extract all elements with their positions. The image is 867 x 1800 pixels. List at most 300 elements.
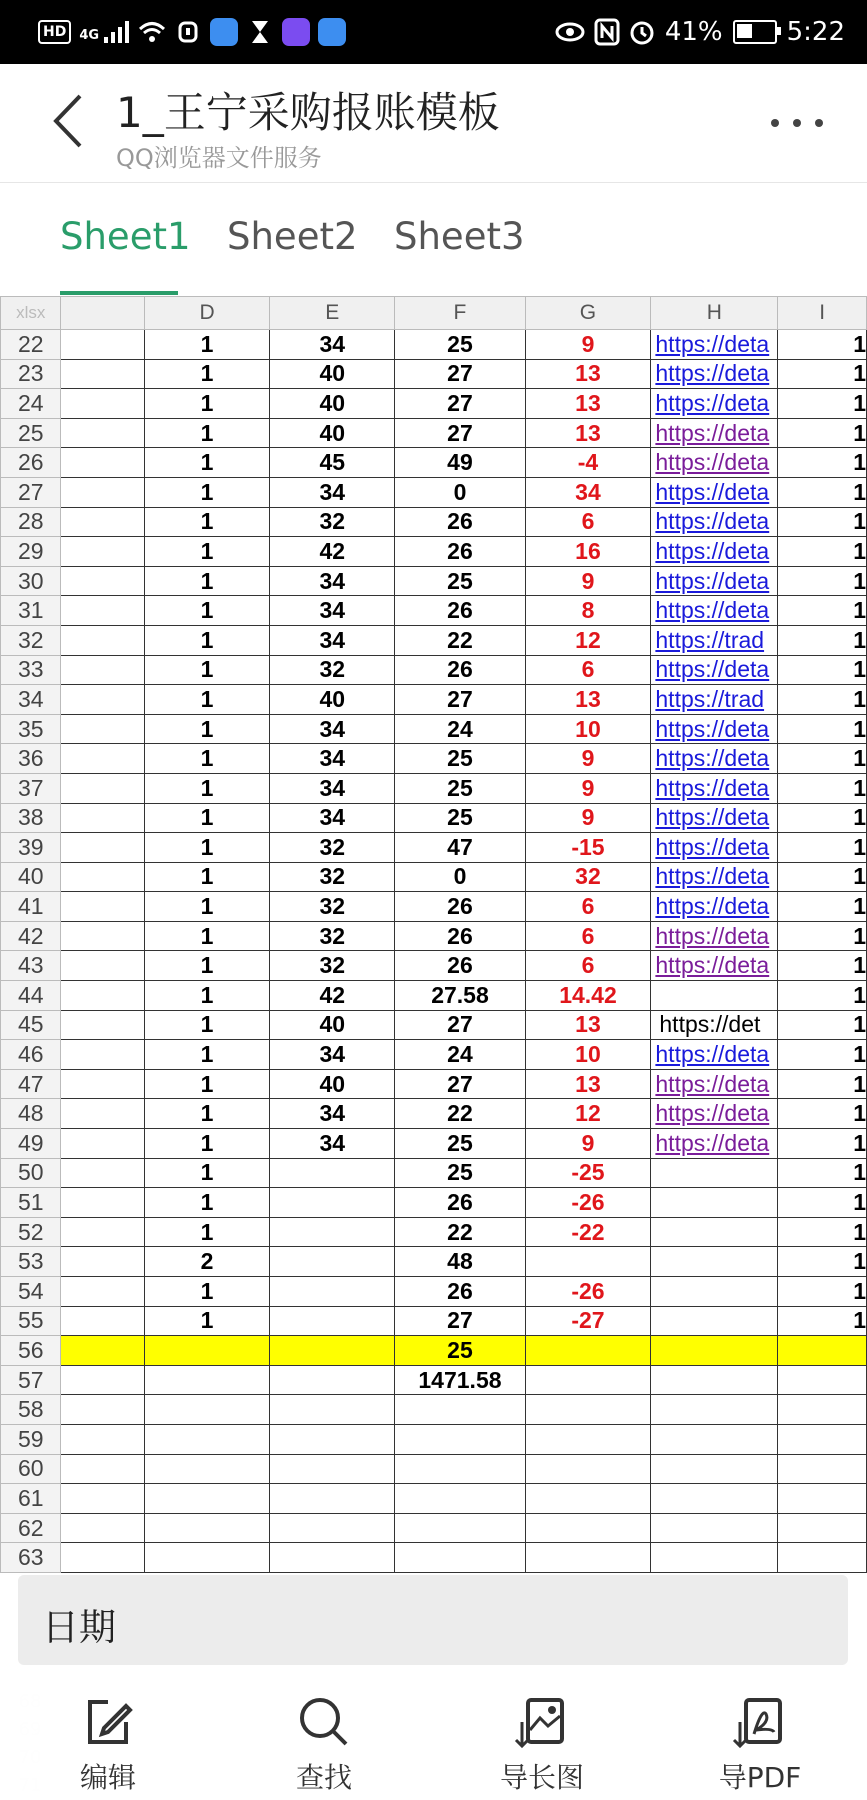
cell-e[interactable]: 32 [270, 862, 395, 892]
cell-h[interactable] [651, 1543, 778, 1573]
cell-f[interactable]: 47 [395, 833, 525, 863]
cell-i[interactable]: 1 [778, 1129, 867, 1159]
export-long-image-button[interactable] [472, 1694, 612, 1800]
cell-d[interactable]: 1 [145, 714, 270, 744]
cell-e[interactable]: 40 [270, 1010, 395, 1040]
row-number[interactable]: 61 [1, 1484, 61, 1514]
cell-i[interactable]: 1 [778, 773, 867, 803]
cell-g[interactable] [525, 1424, 651, 1454]
cell-f[interactable]: 25 [395, 803, 525, 833]
cell-c[interactable] [61, 1454, 145, 1484]
cell-d[interactable]: 1 [145, 833, 270, 863]
cell-h[interactable]: https://deta [651, 507, 778, 537]
cell-c[interactable] [61, 625, 145, 655]
cell-h[interactable] [651, 1424, 778, 1454]
cell-e[interactable] [270, 1336, 395, 1366]
cell-c[interactable] [61, 1484, 145, 1514]
cell-i[interactable] [778, 1365, 867, 1395]
cell-h[interactable] [651, 1454, 778, 1484]
cell-h[interactable]: https://deta [651, 921, 778, 951]
cell-e[interactable] [270, 1306, 395, 1336]
cell-g[interactable]: 9 [525, 330, 651, 360]
cell-g[interactable]: 6 [525, 655, 651, 685]
cell-e[interactable]: 45 [270, 448, 395, 478]
cell-d[interactable]: 1 [145, 330, 270, 360]
cell-c[interactable] [61, 981, 145, 1011]
cell-e[interactable] [270, 1543, 395, 1573]
cell-c[interactable] [61, 330, 145, 360]
cell-i[interactable] [778, 1424, 867, 1454]
cell-e[interactable]: 34 [270, 477, 395, 507]
cell-f[interactable]: 26 [395, 596, 525, 626]
cell-h[interactable]: https://trad [651, 625, 778, 655]
cell-e[interactable] [270, 1424, 395, 1454]
cell-i[interactable]: 1 [778, 1069, 867, 1099]
cell-h[interactable]: https://deta [651, 418, 778, 448]
cell-i[interactable]: 1 [778, 655, 867, 685]
column-header-h[interactable]: H [651, 297, 778, 330]
cell-g[interactable]: 13 [525, 1010, 651, 1040]
cell-i[interactable] [778, 1513, 867, 1543]
cell-h[interactable]: https://deta [651, 1129, 778, 1159]
cell-i[interactable]: 1 [778, 596, 867, 626]
cell-f[interactable]: 1471.58 [395, 1365, 525, 1395]
row-number[interactable]: 49 [1, 1129, 61, 1159]
row-number[interactable]: 34 [1, 685, 61, 715]
cell-h[interactable]: https://deta [651, 744, 778, 774]
cell-f[interactable]: 25 [395, 1129, 525, 1159]
row-number[interactable]: 57 [1, 1365, 61, 1395]
cell-h[interactable] [651, 1365, 778, 1395]
cell-c[interactable] [61, 418, 145, 448]
cell-f[interactable]: 25 [395, 773, 525, 803]
cell-f[interactable] [395, 1513, 525, 1543]
cell-h[interactable]: https://deta [651, 803, 778, 833]
cell-g[interactable]: 13 [525, 389, 651, 419]
cell-g[interactable]: 6 [525, 892, 651, 922]
cell-c[interactable] [61, 685, 145, 715]
cell-e[interactable]: 34 [270, 1040, 395, 1070]
cell-e[interactable]: 34 [270, 566, 395, 596]
row-number[interactable]: 55 [1, 1306, 61, 1336]
row-number[interactable]: 43 [1, 951, 61, 981]
cell-h[interactable]: https://deta [651, 833, 778, 863]
cell-i[interactable]: 1 [778, 1188, 867, 1218]
cell-f[interactable]: 26 [395, 1188, 525, 1218]
cell-h[interactable]: https://deta [651, 537, 778, 567]
cell-d[interactable]: 1 [145, 981, 270, 1011]
cell-i[interactable]: 1 [778, 892, 867, 922]
cell-c[interactable] [61, 1188, 145, 1218]
column-header-g[interactable]: G [525, 297, 651, 330]
cell-h[interactable]: https://deta [651, 1099, 778, 1129]
cell-c[interactable] [61, 1336, 145, 1366]
row-number[interactable]: 48 [1, 1099, 61, 1129]
cell-h[interactable]: https://deta [651, 714, 778, 744]
cell-h[interactable]: https://deta [651, 330, 778, 360]
cell-e[interactable]: 34 [270, 1099, 395, 1129]
cell-g[interactable]: 13 [525, 359, 651, 389]
cell-g[interactable]: 10 [525, 714, 651, 744]
column-header-i[interactable]: I [778, 297, 867, 330]
row-number[interactable]: 62 [1, 1513, 61, 1543]
cell-d[interactable] [145, 1336, 270, 1366]
cell-f[interactable]: 25 [395, 566, 525, 596]
cell-e[interactable] [270, 1277, 395, 1307]
cell-h[interactable]: https://deta [651, 862, 778, 892]
cell-e[interactable]: 40 [270, 418, 395, 448]
cell-i[interactable]: 1 [778, 685, 867, 715]
edit-button[interactable] [38, 1694, 178, 1800]
cell-c[interactable] [61, 1217, 145, 1247]
cell-d[interactable]: 1 [145, 1069, 270, 1099]
cell-c[interactable] [61, 359, 145, 389]
cell-i[interactable]: 1 [778, 448, 867, 478]
cell-f[interactable]: 0 [395, 477, 525, 507]
cell-i[interactable]: 1 [778, 359, 867, 389]
row-number[interactable]: 32 [1, 625, 61, 655]
cell-d[interactable]: 1 [145, 596, 270, 626]
row-number[interactable]: 36 [1, 744, 61, 774]
cell-d[interactable]: 1 [145, 1306, 270, 1336]
cell-g[interactable]: 9 [525, 744, 651, 774]
cell-d[interactable]: 1 [145, 1099, 270, 1129]
cell-f[interactable]: 48 [395, 1247, 525, 1277]
cell-f[interactable] [395, 1454, 525, 1484]
cell-f[interactable]: 25 [395, 1336, 525, 1366]
cell-c[interactable] [61, 1395, 145, 1425]
cell-i[interactable]: 1 [778, 625, 867, 655]
export-pdf-button[interactable] [690, 1694, 830, 1800]
column-header-d[interactable]: D [145, 297, 270, 330]
tab-sheet3[interactable]: Sheet3 [394, 215, 525, 258]
cell-f[interactable]: 27 [395, 389, 525, 419]
cell-f[interactable]: 24 [395, 714, 525, 744]
cell-g[interactable]: -27 [525, 1306, 651, 1336]
cell-c[interactable] [61, 862, 145, 892]
cell-d[interactable]: 1 [145, 655, 270, 685]
row-number[interactable]: 42 [1, 921, 61, 951]
cell-c[interactable] [61, 1277, 145, 1307]
cell-e[interactable] [270, 1513, 395, 1543]
cell-e[interactable] [270, 1395, 395, 1425]
cell-i[interactable]: 1 [778, 389, 867, 419]
cell-d[interactable]: 1 [145, 1010, 270, 1040]
cell-g[interactable]: -22 [525, 1217, 651, 1247]
column-header-f[interactable]: F [395, 297, 525, 330]
more-options-icon[interactable] [767, 108, 827, 138]
cell-d[interactable]: 1 [145, 803, 270, 833]
cell-f[interactable] [395, 1484, 525, 1514]
cell-e[interactable]: 42 [270, 981, 395, 1011]
cell-i[interactable]: 1 [778, 330, 867, 360]
cell-f[interactable]: 26 [395, 655, 525, 685]
cell-f[interactable] [395, 1424, 525, 1454]
cell-c[interactable] [61, 537, 145, 567]
cell-h[interactable] [651, 1395, 778, 1425]
cell-c[interactable] [61, 507, 145, 537]
cell-e[interactable] [270, 1484, 395, 1514]
cell-h[interactable]: https://det [651, 1010, 778, 1040]
cell-c[interactable] [61, 1306, 145, 1336]
cell-c[interactable] [61, 1247, 145, 1277]
row-number[interactable]: 25 [1, 418, 61, 448]
cell-i[interactable]: 1 [778, 507, 867, 537]
cell-c[interactable] [61, 803, 145, 833]
cell-i[interactable]: 1 [778, 1247, 867, 1277]
cell-f[interactable]: 22 [395, 625, 525, 655]
cell-e[interactable] [270, 1454, 395, 1484]
row-number[interactable]: 50 [1, 1158, 61, 1188]
cell-c[interactable] [61, 566, 145, 596]
tab-sheet1[interactable]: Sheet1 [60, 215, 191, 258]
cell-d[interactable]: 1 [145, 951, 270, 981]
cell-g[interactable] [525, 1247, 651, 1277]
cell-e[interactable]: 34 [270, 625, 395, 655]
cell-d[interactable] [145, 1395, 270, 1425]
cell-g[interactable]: 10 [525, 1040, 651, 1070]
cell-f[interactable]: 25 [395, 1158, 525, 1188]
cell-c[interactable] [61, 1513, 145, 1543]
cell-c[interactable] [61, 773, 145, 803]
cell-g[interactable] [525, 1336, 651, 1366]
column-header-c[interactable] [61, 297, 145, 330]
cell-e[interactable]: 32 [270, 921, 395, 951]
cell-f[interactable]: 26 [395, 921, 525, 951]
cell-e[interactable] [270, 1217, 395, 1247]
cell-d[interactable]: 1 [145, 685, 270, 715]
cell-i[interactable]: 1 [778, 537, 867, 567]
cell-f[interactable]: 26 [395, 951, 525, 981]
cell-h[interactable]: https://deta [651, 773, 778, 803]
cell-i[interactable] [778, 1454, 867, 1484]
row-number[interactable]: 54 [1, 1277, 61, 1307]
cell-d[interactable]: 1 [145, 389, 270, 419]
row-number[interactable]: 23 [1, 359, 61, 389]
cell-d[interactable]: 1 [145, 418, 270, 448]
cell-h[interactable] [651, 981, 778, 1011]
cell-f[interactable]: 27 [395, 685, 525, 715]
cell-i[interactable]: 1 [778, 1010, 867, 1040]
cell-d[interactable] [145, 1513, 270, 1543]
cell-c[interactable] [61, 477, 145, 507]
cell-f[interactable]: 27 [395, 1306, 525, 1336]
row-number[interactable]: 63 [1, 1543, 61, 1573]
cell-e[interactable]: 32 [270, 507, 395, 537]
cell-d[interactable]: 1 [145, 862, 270, 892]
cell-g[interactable]: 34 [525, 477, 651, 507]
row-number[interactable]: 52 [1, 1217, 61, 1247]
spreadsheet-grid[interactable] [0, 296, 867, 1571]
cell-f[interactable]: 26 [395, 892, 525, 922]
back-arrow-icon[interactable] [44, 86, 94, 156]
cell-e[interactable]: 40 [270, 389, 395, 419]
row-number[interactable]: 26 [1, 448, 61, 478]
cell-c[interactable] [61, 655, 145, 685]
cell-i[interactable]: 1 [778, 714, 867, 744]
cell-e[interactable]: 34 [270, 803, 395, 833]
cell-c[interactable] [61, 1099, 145, 1129]
cell-g[interactable]: -26 [525, 1277, 651, 1307]
cell-f[interactable]: 27 [395, 359, 525, 389]
cell-c[interactable] [61, 596, 145, 626]
cell-g[interactable]: 12 [525, 1099, 651, 1129]
cell-i[interactable]: 1 [778, 951, 867, 981]
cell-d[interactable]: 1 [145, 773, 270, 803]
cell-i[interactable]: 1 [778, 981, 867, 1011]
cell-d[interactable]: 1 [145, 359, 270, 389]
cell-f[interactable]: 22 [395, 1217, 525, 1247]
row-number[interactable]: 59 [1, 1424, 61, 1454]
cell-c[interactable] [61, 1069, 145, 1099]
cell-f[interactable] [395, 1395, 525, 1425]
cell-g[interactable]: 13 [525, 685, 651, 715]
cell-h[interactable] [651, 1484, 778, 1514]
cell-d[interactable]: 2 [145, 1247, 270, 1277]
cell-g[interactable] [525, 1365, 651, 1395]
cell-g[interactable]: 9 [525, 1129, 651, 1159]
cell-h[interactable] [651, 1277, 778, 1307]
cell-c[interactable] [61, 714, 145, 744]
cell-c[interactable] [61, 833, 145, 863]
cell-c[interactable] [61, 1424, 145, 1454]
cell-h[interactable]: https://deta [651, 596, 778, 626]
cell-e[interactable] [270, 1247, 395, 1277]
cell-e[interactable]: 34 [270, 1129, 395, 1159]
cell-f[interactable]: 25 [395, 330, 525, 360]
cell-e[interactable]: 34 [270, 714, 395, 744]
cell-e[interactable]: 32 [270, 951, 395, 981]
cell-d[interactable] [145, 1454, 270, 1484]
cell-f[interactable]: 27 [395, 418, 525, 448]
cell-i[interactable]: 1 [778, 744, 867, 774]
cell-f[interactable]: 27.58 [395, 981, 525, 1011]
cell-i[interactable]: 1 [778, 1158, 867, 1188]
cell-d[interactable]: 1 [145, 1129, 270, 1159]
sheet-table[interactable] [0, 296, 867, 1573]
cell-f[interactable]: 26 [395, 537, 525, 567]
cell-d[interactable] [145, 1365, 270, 1395]
cell-g[interactable]: 32 [525, 862, 651, 892]
cell-i[interactable]: 1 [778, 803, 867, 833]
row-number[interactable]: 28 [1, 507, 61, 537]
row-number[interactable]: 27 [1, 477, 61, 507]
cell-f[interactable]: 26 [395, 507, 525, 537]
cell-h[interactable]: https://deta [651, 1069, 778, 1099]
cell-h[interactable]: https://deta [651, 655, 778, 685]
row-number[interactable]: 37 [1, 773, 61, 803]
cell-i[interactable]: 1 [778, 1040, 867, 1070]
cell-d[interactable]: 1 [145, 744, 270, 774]
row-number[interactable]: 44 [1, 981, 61, 1011]
cell-d[interactable] [145, 1543, 270, 1573]
cell-f[interactable]: 25 [395, 744, 525, 774]
cell-g[interactable]: -15 [525, 833, 651, 863]
cell-c[interactable] [61, 1040, 145, 1070]
cell-d[interactable] [145, 1484, 270, 1514]
cell-i[interactable] [778, 1543, 867, 1573]
cell-h[interactable]: https://deta [651, 448, 778, 478]
cell-h[interactable]: https://deta [651, 359, 778, 389]
cell-h[interactable] [651, 1513, 778, 1543]
cell-d[interactable]: 1 [145, 448, 270, 478]
cell-c[interactable] [61, 1129, 145, 1159]
cell-e[interactable]: 40 [270, 1069, 395, 1099]
cell-e[interactable]: 42 [270, 537, 395, 567]
cell-g[interactable]: 6 [525, 507, 651, 537]
cell-i[interactable]: 1 [778, 1306, 867, 1336]
cell-d[interactable]: 1 [145, 537, 270, 567]
cell-d[interactable]: 1 [145, 1277, 270, 1307]
cell-e[interactable]: 34 [270, 596, 395, 626]
cell-i[interactable]: 1 [778, 1217, 867, 1247]
row-number[interactable]: 47 [1, 1069, 61, 1099]
cell-i[interactable]: 1 [778, 921, 867, 951]
cell-f[interactable]: 27 [395, 1069, 525, 1099]
cell-h[interactable]: https://deta [651, 892, 778, 922]
cell-h[interactable] [651, 1158, 778, 1188]
cell-d[interactable]: 1 [145, 625, 270, 655]
cell-g[interactable]: 8 [525, 596, 651, 626]
cell-d[interactable]: 1 [145, 1188, 270, 1218]
cell-f[interactable]: 0 [395, 862, 525, 892]
cell-g[interactable]: 13 [525, 418, 651, 448]
cell-f[interactable]: 26 [395, 1277, 525, 1307]
row-number[interactable]: 22 [1, 330, 61, 360]
cell-i[interactable]: 1 [778, 566, 867, 596]
cell-g[interactable] [525, 1543, 651, 1573]
cell-e[interactable]: 40 [270, 685, 395, 715]
cell-h[interactable] [651, 1188, 778, 1218]
cell-i[interactable]: 1 [778, 418, 867, 448]
cell-d[interactable]: 1 [145, 921, 270, 951]
cell-f[interactable] [395, 1543, 525, 1573]
cell-c[interactable] [61, 389, 145, 419]
cell-e[interactable] [270, 1365, 395, 1395]
row-number[interactable]: 45 [1, 1010, 61, 1040]
cell-g[interactable]: 9 [525, 566, 651, 596]
row-number[interactable]: 60 [1, 1454, 61, 1484]
cell-h[interactable] [651, 1247, 778, 1277]
cell-g[interactable]: -25 [525, 1158, 651, 1188]
cell-h[interactable]: https://deta [651, 477, 778, 507]
cell-i[interactable]: 1 [778, 833, 867, 863]
cell-i[interactable] [778, 1484, 867, 1514]
cell-f[interactable]: 27 [395, 1010, 525, 1040]
cell-d[interactable]: 1 [145, 1040, 270, 1070]
cell-e[interactable]: 32 [270, 655, 395, 685]
row-number[interactable]: 31 [1, 596, 61, 626]
cell-c[interactable] [61, 1010, 145, 1040]
cell-i[interactable]: 1 [778, 1277, 867, 1307]
row-number[interactable]: 38 [1, 803, 61, 833]
cell-g[interactable]: 6 [525, 951, 651, 981]
cell-e[interactable] [270, 1158, 395, 1188]
cell-e[interactable]: 32 [270, 833, 395, 863]
row-number[interactable]: 30 [1, 566, 61, 596]
cell-c[interactable] [61, 744, 145, 774]
cell-h[interactable] [651, 1217, 778, 1247]
cell-h[interactable]: https://deta [651, 389, 778, 419]
cell-g[interactable]: -26 [525, 1188, 651, 1218]
cell-c[interactable] [61, 1365, 145, 1395]
cell-content-bar[interactable] [18, 1575, 848, 1665]
row-number[interactable]: 46 [1, 1040, 61, 1070]
cell-h[interactable] [651, 1306, 778, 1336]
cell-g[interactable] [525, 1454, 651, 1484]
cell-g[interactable]: 6 [525, 921, 651, 951]
cell-i[interactable]: 1 [778, 477, 867, 507]
